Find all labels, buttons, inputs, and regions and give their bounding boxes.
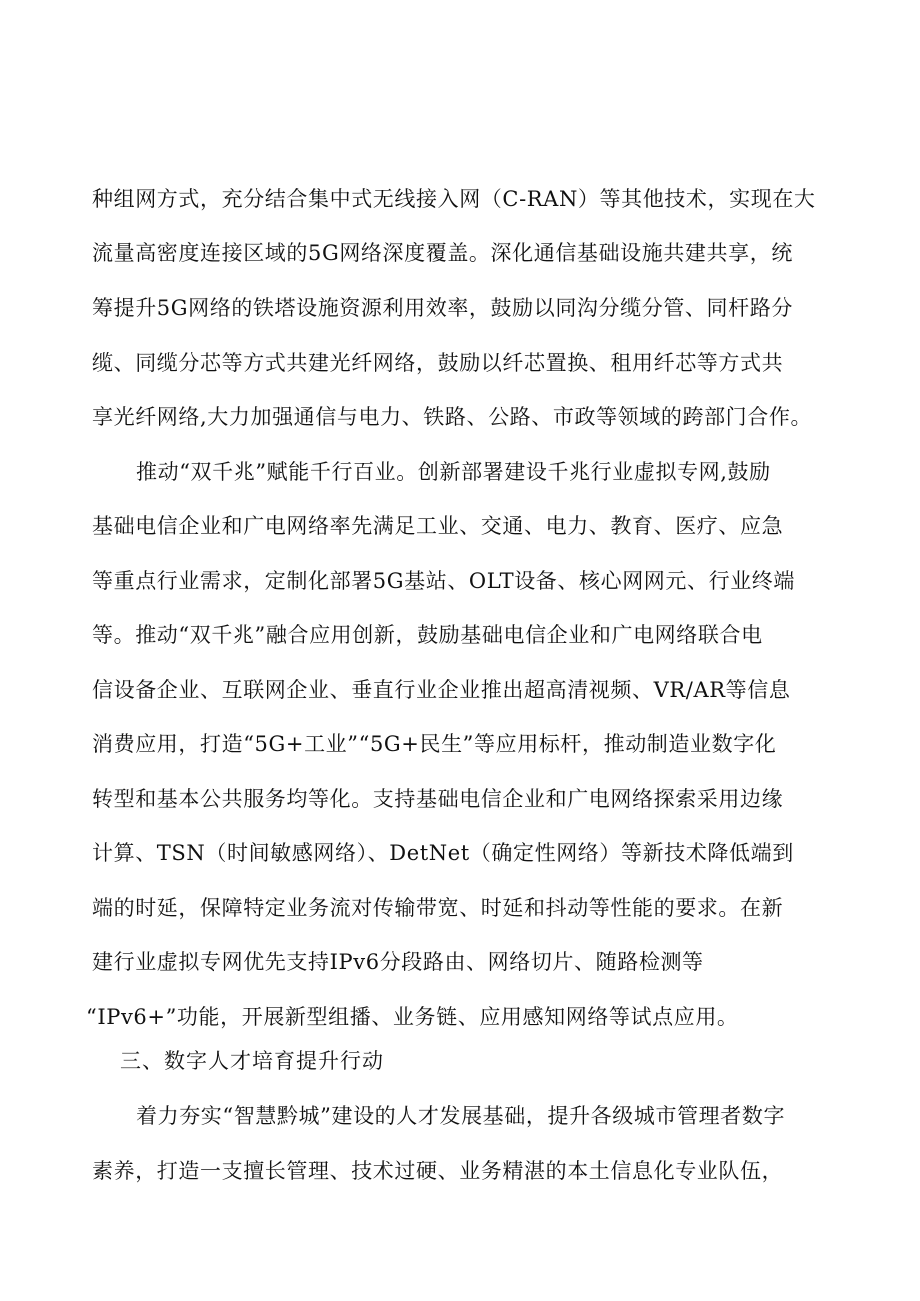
paragraph-2-line-10: 建行业虚拟专网优先支持IPv6分段路由、网络切片、随路检测等 — [92, 950, 704, 974]
paragraph-2-line-11: “IPv6+”功能，开展新型组播、业务链、应用感知网络等试点应用。 — [86, 1005, 739, 1029]
paragraph-3-line-1: 着力夯实“智慧黔城”建设的人才发展基础，提升各级城市管理者数字 — [136, 1104, 786, 1128]
paragraph-2-line-3: 等重点行业需求，定制化部署5G基站、OLT设备、核心网网元、行业终端 — [92, 569, 795, 593]
paragraph-2-line-7: 转型和基本公共服务均等化。支持基础电信企业和广电网络探索采用边缘 — [92, 787, 784, 811]
paragraph-2-line-5: 信设备企业、互联网企业、垂直行业企业推出超高清视频、VR/AR等信息 — [92, 678, 791, 702]
paragraph-2-line-9: 端的时延，保障特定业务流对传输带宽、时延和抖动等性能的要求。在新 — [92, 896, 784, 920]
paragraph-2-line-6: 消费应用，打造“5G+工业”“5G+民生”等应用标杆，推动制造业数字化 — [92, 732, 777, 756]
paragraph-2-line-8: 计算、TSN（时间敏感网络）、DetNet（确定性网络）等新技术降低端到 — [92, 841, 794, 865]
paragraph-1-line-5: 享光纤网络,大力加强通信与电力、铁路、公路、市政等领域的跨部门合作。 — [92, 405, 813, 429]
paragraph-1-line-4: 缆、同缆分芯等方式共建光纤网络，鼓励以纤芯置换、租用纤芯等方式共 — [92, 351, 784, 375]
paragraph-2-line-1: 推动“双千兆”赋能千行百业。创新部署建设千兆行业虚拟专网,鼓励 — [136, 460, 771, 484]
paragraph-2-line-4: 等。推动“双千兆”融合应用创新，鼓励基础电信企业和广电网络联合电 — [92, 623, 763, 647]
paragraph-3-line-2: 素养，打造一支擅长管理、技术过硬、业务精湛的本土信息化专业队伍， — [92, 1159, 784, 1183]
paragraph-1-line-3: 筹提升5G网络的铁塔设施资源利用效率，鼓励以同沟分缆分管、同杆路分 — [92, 296, 793, 320]
paragraph-1-line-1: 种组网方式，充分结合集中式无线接入网（C-RAN）等其他技术，实现在大 — [92, 187, 816, 211]
paragraph-2-line-2: 基础电信企业和广电网络率先满足工业、交通、电力、教育、医疗、应急 — [92, 514, 784, 538]
section-heading: 三、数字人才培育提升行动 — [120, 1049, 384, 1073]
paragraph-1-line-2: 流量高密度连接区域的5G网络深度覆盖。深化通信基础设施共建共享，统 — [92, 241, 793, 265]
